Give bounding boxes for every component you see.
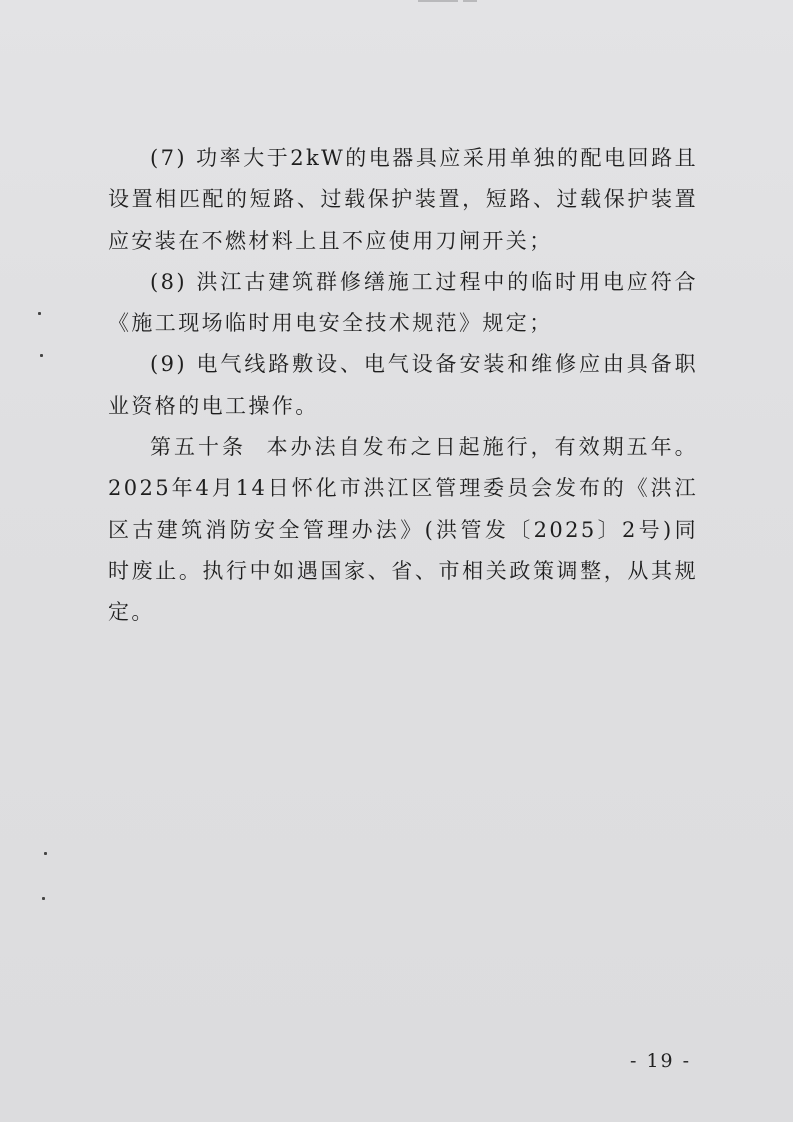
binding-hole-mark [40,354,43,357]
clause-paragraph: (9) 电气线路敷设、电气设备安装和维修应由具备职业资格的电工操作。 [108,352,698,418]
page-number: - 19 - [630,1050,692,1072]
clause-paragraph: (7) 功率大于2kW的电器具应采用单独的配电回路且设置相匹配的短路、过载保护装置，短路、过载保护装置应安装在不燃材料上且不应使用刀闸开关； [108,146,698,253]
article-heading: 第五十条 [150,435,246,460]
binding-hole-mark [42,897,45,900]
scan-edge-mark [418,0,458,2]
article-text: 本办法自发布之日起施行，有效期五年。2025年4月14日怀化市洪江区管理委员会发布的《洪江区古建筑消防安全管理办法》(洪管发〔2025〕2号)同时废止。执行中如遇国家、省、市相关政策调整，从其规定。 [108,435,698,625]
article-paragraph [108,427,698,633]
clause-paragraph: (8) 洪江古建筑群修缮施工过程中的临时用电应符合《施工现场临时用电安全技术规范》规定； [108,269,698,336]
document-body [108,138,698,634]
binding-hole-mark [44,852,47,855]
scan-edge-mark [463,0,477,2]
binding-hole-mark [38,312,41,315]
